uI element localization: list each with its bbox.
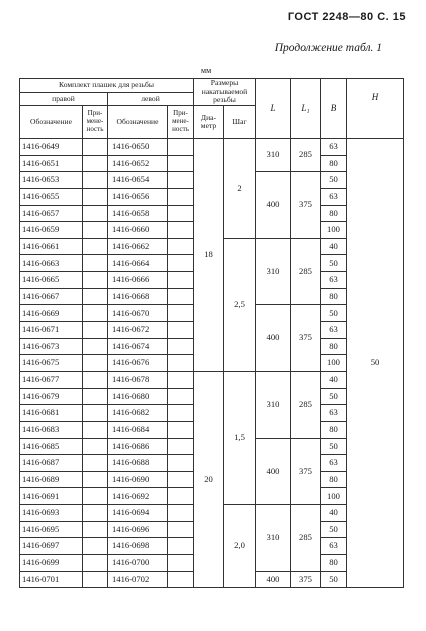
right-application	[83, 172, 108, 189]
left-application	[168, 405, 194, 422]
right-designation: 1416-0699	[20, 555, 83, 572]
left-designation: 1416-0670	[108, 305, 168, 322]
B-value: 63	[321, 139, 347, 156]
right-application	[83, 338, 108, 355]
left-application	[168, 471, 194, 488]
B-value: 50	[321, 388, 347, 405]
B-value: 50	[321, 571, 347, 588]
left-application	[168, 355, 194, 372]
pitch-value: 2	[224, 139, 256, 239]
right-application	[83, 371, 108, 388]
B-value: 80	[321, 155, 347, 172]
right-designation: 1416-0655	[20, 188, 83, 205]
right-application	[83, 555, 108, 572]
right-designation: 1416-0671	[20, 322, 83, 339]
B-value: 80	[321, 338, 347, 355]
left-designation: 1416-0660	[108, 222, 168, 239]
B-value: 80	[321, 288, 347, 305]
right-designation: 1416-0701	[20, 571, 83, 588]
left-application	[168, 238, 194, 255]
right-application	[83, 155, 108, 172]
pitch-header: Шаг	[224, 106, 256, 139]
left-application	[168, 555, 194, 572]
right-designation: 1416-0649	[20, 139, 83, 156]
left-designation: 1416-0654	[108, 172, 168, 189]
left-designation: 1416-0674	[108, 338, 168, 355]
right-designation: 1416-0661	[20, 238, 83, 255]
B-value: 80	[321, 471, 347, 488]
left-designation: 1416-0688	[108, 455, 168, 472]
left-application	[168, 388, 194, 405]
B-value: 50	[321, 438, 347, 455]
right-application	[83, 139, 108, 156]
B-value: 100	[321, 355, 347, 372]
right-application	[83, 471, 108, 488]
left-designation: 1416-0652	[108, 155, 168, 172]
left-designation: 1416-0676	[108, 355, 168, 372]
B-value: 63	[321, 538, 347, 555]
right-application	[83, 455, 108, 472]
col-H-header: H	[347, 79, 404, 139]
right-designation: 1416-0657	[20, 205, 83, 222]
H-value: 50	[347, 139, 404, 588]
right-application	[83, 288, 108, 305]
B-value: 50	[321, 521, 347, 538]
left-designation: 1416-0702	[108, 571, 168, 588]
L-value: 400	[256, 305, 291, 372]
B-value: 63	[321, 272, 347, 289]
L-value: 310	[256, 238, 291, 305]
right-designation: 1416-0687	[20, 455, 83, 472]
right-designation: 1416-0685	[20, 438, 83, 455]
B-value: 40	[321, 371, 347, 388]
left-application	[168, 188, 194, 205]
right-designation: 1416-0697	[20, 538, 83, 555]
left-application	[168, 521, 194, 538]
left-designation: 1416-0690	[108, 471, 168, 488]
right-application	[83, 488, 108, 505]
right-designation: 1416-0673	[20, 338, 83, 355]
left-designation: 1416-0662	[108, 238, 168, 255]
left-application	[168, 438, 194, 455]
right-designation: 1416-0653	[20, 172, 83, 189]
table-continuation-title: Продолжение табл. 1	[274, 42, 382, 54]
left-application	[168, 288, 194, 305]
right-designation: 1416-0681	[20, 405, 83, 422]
table-row	[20, 139, 404, 156]
left-application	[168, 505, 194, 522]
L-value: 310	[256, 371, 291, 438]
L-value: 310	[256, 505, 291, 572]
left-application	[168, 571, 194, 588]
right-designation: 1416-0663	[20, 255, 83, 272]
left-application	[168, 222, 194, 239]
B-value: 80	[321, 205, 347, 222]
left-designation: 1416-0678	[108, 371, 168, 388]
right-application	[83, 405, 108, 422]
B-value: 100	[321, 222, 347, 239]
L1-value: 375	[291, 438, 321, 505]
diameter-value: 18	[194, 139, 224, 372]
left-application	[168, 371, 194, 388]
right-application	[83, 305, 108, 322]
right-designation: 1416-0669	[20, 305, 83, 322]
right-application	[83, 238, 108, 255]
left-designation: 1416-0682	[108, 405, 168, 422]
left-designation: 1416-0694	[108, 505, 168, 522]
left-application	[168, 205, 194, 222]
B-value: 63	[321, 455, 347, 472]
right-designation: 1416-0695	[20, 521, 83, 538]
kit-group-header: Комплект плашек для резьбы	[20, 79, 194, 93]
right-designation: 1416-0665	[20, 272, 83, 289]
B-value: 40	[321, 505, 347, 522]
B-value: 63	[321, 322, 347, 339]
L-value: 400	[256, 438, 291, 505]
left-designation: 1416-0658	[108, 205, 168, 222]
right-application	[83, 355, 108, 372]
L1-value: 285	[291, 371, 321, 438]
right-designation: 1416-0693	[20, 505, 83, 522]
left-application	[168, 488, 194, 505]
left-application	[168, 322, 194, 339]
left-designation: 1416-0696	[108, 521, 168, 538]
left-application	[168, 305, 194, 322]
right-application	[83, 188, 108, 205]
L-value: 400	[256, 172, 291, 239]
right-application	[83, 322, 108, 339]
dies-table	[19, 78, 404, 588]
pitch-value: 1,5	[224, 371, 256, 504]
right-designation: 1416-0691	[20, 488, 83, 505]
right-application	[83, 205, 108, 222]
thread-group-header: Размеры накатываемой резьбы	[194, 79, 256, 106]
left-designation: 1416-0650	[108, 139, 168, 156]
col-L-header: L	[256, 79, 291, 139]
left-designation: 1416-0700	[108, 555, 168, 572]
L1-value: 285	[291, 139, 321, 172]
right-designation: 1416-0659	[20, 222, 83, 239]
left-designation: 1416-0698	[108, 538, 168, 555]
B-value: 80	[321, 555, 347, 572]
B-value: 80	[321, 421, 347, 438]
L-value: 310	[256, 139, 291, 172]
right-application	[83, 388, 108, 405]
left-designation-header: Обозначение	[108, 106, 168, 139]
right-application	[83, 521, 108, 538]
left-application-header: При- мене- ность	[168, 106, 194, 139]
right-header: правой	[20, 93, 108, 106]
B-value: 63	[321, 405, 347, 422]
diameter-value: 20	[194, 371, 224, 587]
right-application-header: При- мене- ность	[83, 106, 108, 139]
diameter-header: Диа- метр	[194, 106, 224, 139]
left-designation: 1416-0672	[108, 322, 168, 339]
left-designation: 1416-0664	[108, 255, 168, 272]
B-value: 50	[321, 255, 347, 272]
right-designation: 1416-0667	[20, 288, 83, 305]
right-application	[83, 438, 108, 455]
left-designation: 1416-0692	[108, 488, 168, 505]
right-application	[83, 421, 108, 438]
right-designation: 1416-0679	[20, 388, 83, 405]
right-application	[83, 538, 108, 555]
col-L1-header: L₁	[291, 79, 321, 139]
left-application	[168, 172, 194, 189]
right-application	[83, 505, 108, 522]
page-header: ГОСТ 2248—80 С. 15	[287, 11, 406, 23]
left-application	[168, 272, 194, 289]
left-application	[168, 455, 194, 472]
left-designation: 1416-0686	[108, 438, 168, 455]
B-value: 50	[321, 172, 347, 189]
table-row	[20, 371, 404, 388]
left-application	[168, 255, 194, 272]
L1-value: 375	[291, 571, 321, 588]
right-designation-header: Обозначение	[20, 106, 83, 139]
L-value: 400	[256, 571, 291, 588]
left-designation: 1416-0656	[108, 188, 168, 205]
left-designation: 1416-0668	[108, 288, 168, 305]
L1-value: 375	[291, 305, 321, 372]
right-application	[83, 222, 108, 239]
pitch-value: 2,0	[224, 505, 256, 588]
right-designation: 1416-0677	[20, 371, 83, 388]
left-designation: 1416-0684	[108, 421, 168, 438]
B-value: 50	[321, 305, 347, 322]
left-application	[168, 421, 194, 438]
col-B-header: B	[321, 79, 347, 139]
L1-value: 285	[291, 238, 321, 305]
left-designation: 1416-0666	[108, 272, 168, 289]
right-designation: 1416-0651	[20, 155, 83, 172]
left-header: левой	[108, 93, 194, 106]
left-application	[168, 538, 194, 555]
B-value: 100	[321, 488, 347, 505]
right-application	[83, 571, 108, 588]
right-designation: 1416-0683	[20, 421, 83, 438]
L1-value: 375	[291, 172, 321, 239]
units-label: мм	[201, 66, 212, 75]
B-value: 63	[321, 188, 347, 205]
L1-value: 285	[291, 505, 321, 572]
right-application	[83, 272, 108, 289]
left-designation: 1416-0680	[108, 388, 168, 405]
pitch-value: 2,5	[224, 238, 256, 371]
left-application	[168, 338, 194, 355]
left-application	[168, 139, 194, 156]
right-designation: 1416-0675	[20, 355, 83, 372]
right-application	[83, 255, 108, 272]
right-designation: 1416-0689	[20, 471, 83, 488]
B-value: 40	[321, 238, 347, 255]
left-application	[168, 155, 194, 172]
